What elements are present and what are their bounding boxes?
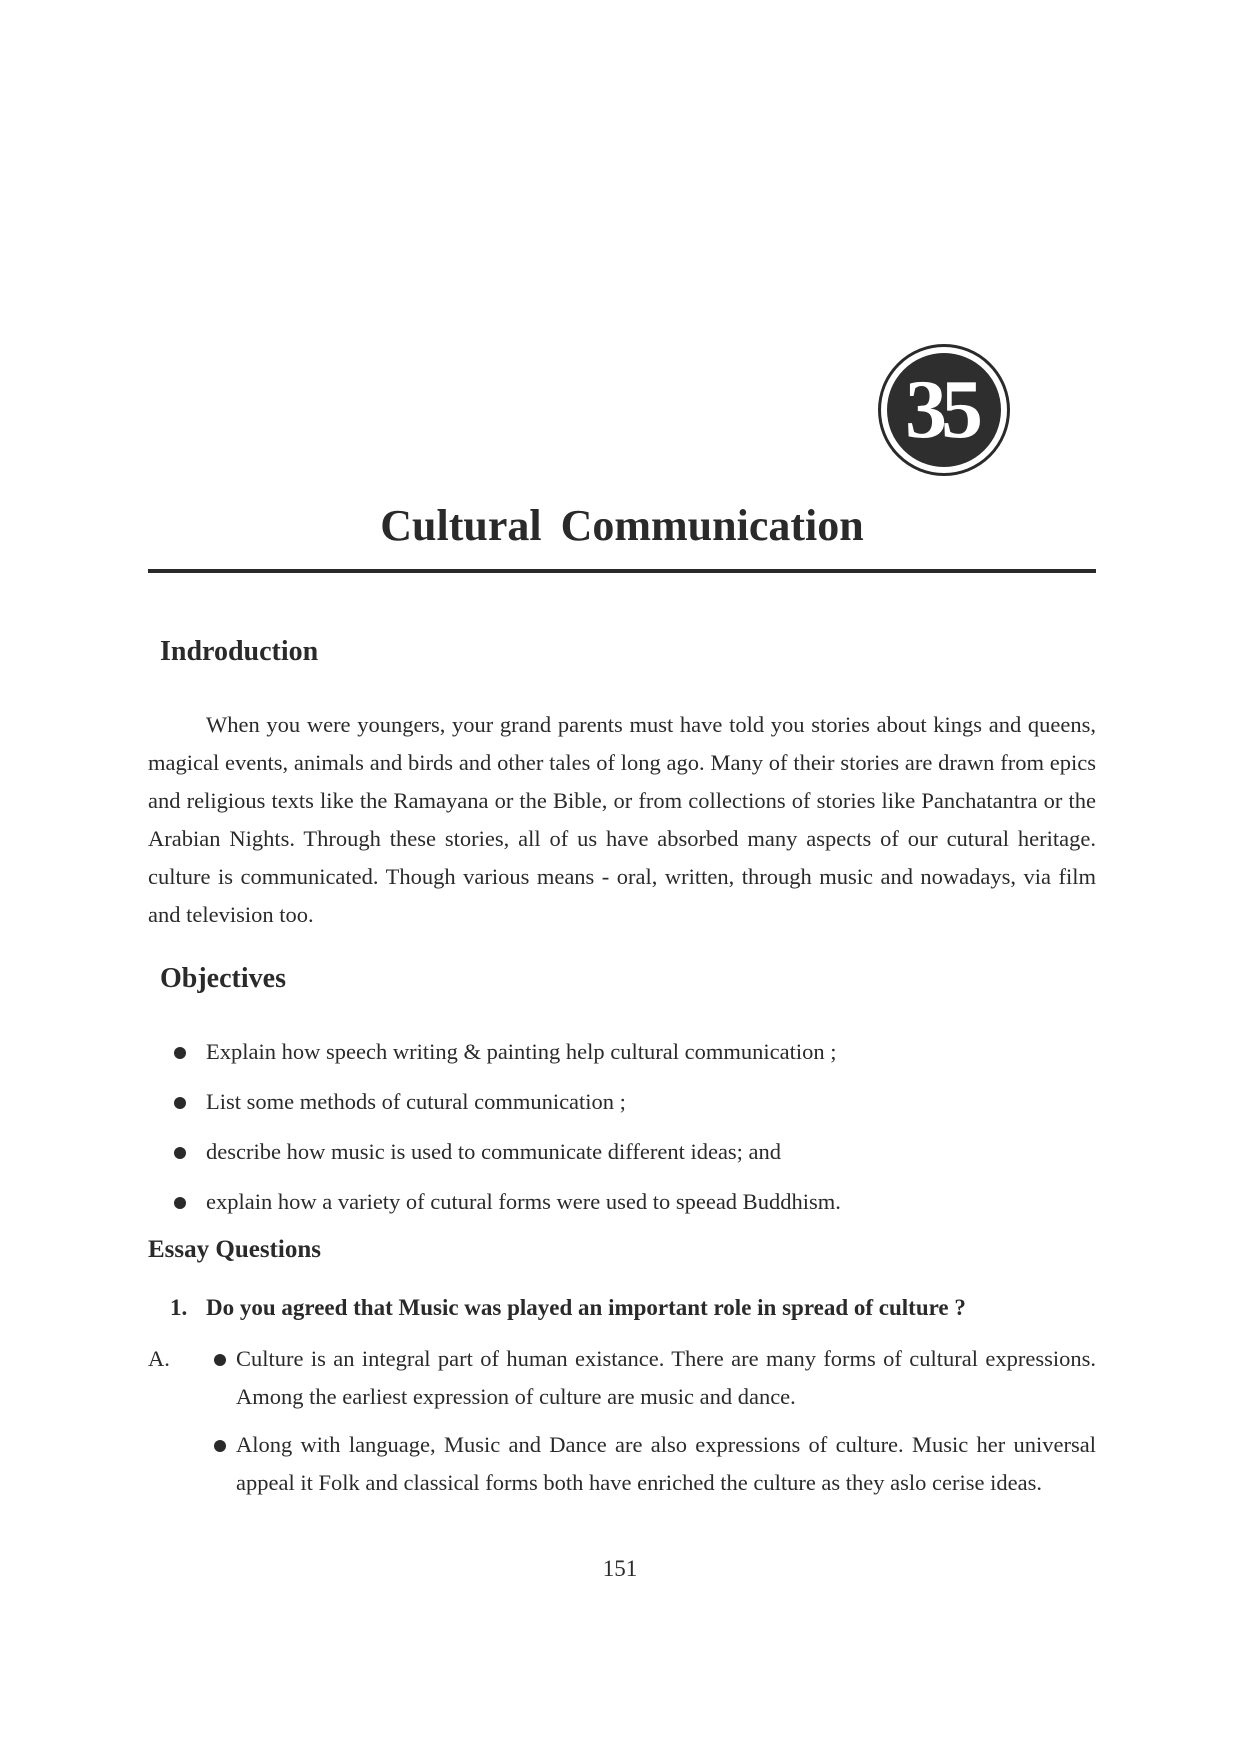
chapter-number-badge bbox=[878, 344, 1010, 476]
list-item bbox=[214, 1426, 1096, 1502]
objective-text: List some methods of cutural communication ; bbox=[206, 1089, 626, 1114]
list-item bbox=[174, 1182, 1074, 1232]
title-divider bbox=[148, 569, 1096, 573]
objectives-list bbox=[174, 1032, 1074, 1232]
bullet-icon bbox=[174, 1147, 186, 1159]
introduction-heading: Indroduction bbox=[160, 636, 319, 667]
bullet-icon bbox=[214, 1440, 226, 1452]
list-item bbox=[174, 1032, 1074, 1082]
answer-text: Along with language, Music and Dance are also expressions of culture. Music her universal appeal it Folk and classical forms both have enriched the culture as they aslo cerise ideas. bbox=[236, 1432, 1096, 1495]
list-item bbox=[214, 1340, 1096, 1416]
objective-text: describe how music is used to communicate different ideas; and bbox=[206, 1139, 782, 1164]
question-number: 1. bbox=[170, 1295, 188, 1320]
bullet-icon bbox=[214, 1354, 226, 1366]
answer-text: Culture is an integral part of human existance. There are many forms of cultural expressions. Among the earliest expression of culture are music and dance. bbox=[236, 1346, 1096, 1409]
list-item bbox=[174, 1132, 1074, 1182]
answer-list bbox=[214, 1340, 1096, 1512]
question-text: Do you agreed that Music was played an important role in spread of culture ? bbox=[206, 1295, 966, 1320]
essay-questions-heading: Essay Questions bbox=[148, 1236, 321, 1263]
bullet-icon bbox=[174, 1097, 186, 1109]
page-title: Cultural Communication bbox=[380, 501, 864, 550]
objectives-heading: Objectives bbox=[160, 963, 286, 994]
answer-label: A. bbox=[148, 1346, 170, 1371]
essay-question bbox=[170, 1290, 1090, 1326]
objective-text: explain how a variety of cutural forms were used to speead Buddhism. bbox=[206, 1189, 841, 1214]
bullet-icon bbox=[174, 1197, 186, 1209]
chapter-number: 35 bbox=[887, 353, 1001, 467]
list-item bbox=[174, 1082, 1074, 1132]
bullet-icon bbox=[174, 1047, 186, 1059]
objective-text: Explain how speech writing & painting help cultural communication ; bbox=[206, 1039, 837, 1064]
page-number: 151 bbox=[602, 1556, 638, 1581]
introduction-paragraph: When you were youngers, your grand parents must have told you stories about kings and queens, magical events, animals and birds and other tales of long ago. Many of their stories are drawn from epics and religious texts like the Ramayana or the Bible, or from collections of stories like Panchatantra or the Arabian Nights. Through these stories, all of us have absorbed many aspects of our cutural heritage. culture is communicated. Though various means - oral, written, through music and nowadays, via film and television too. bbox=[148, 712, 1096, 927]
